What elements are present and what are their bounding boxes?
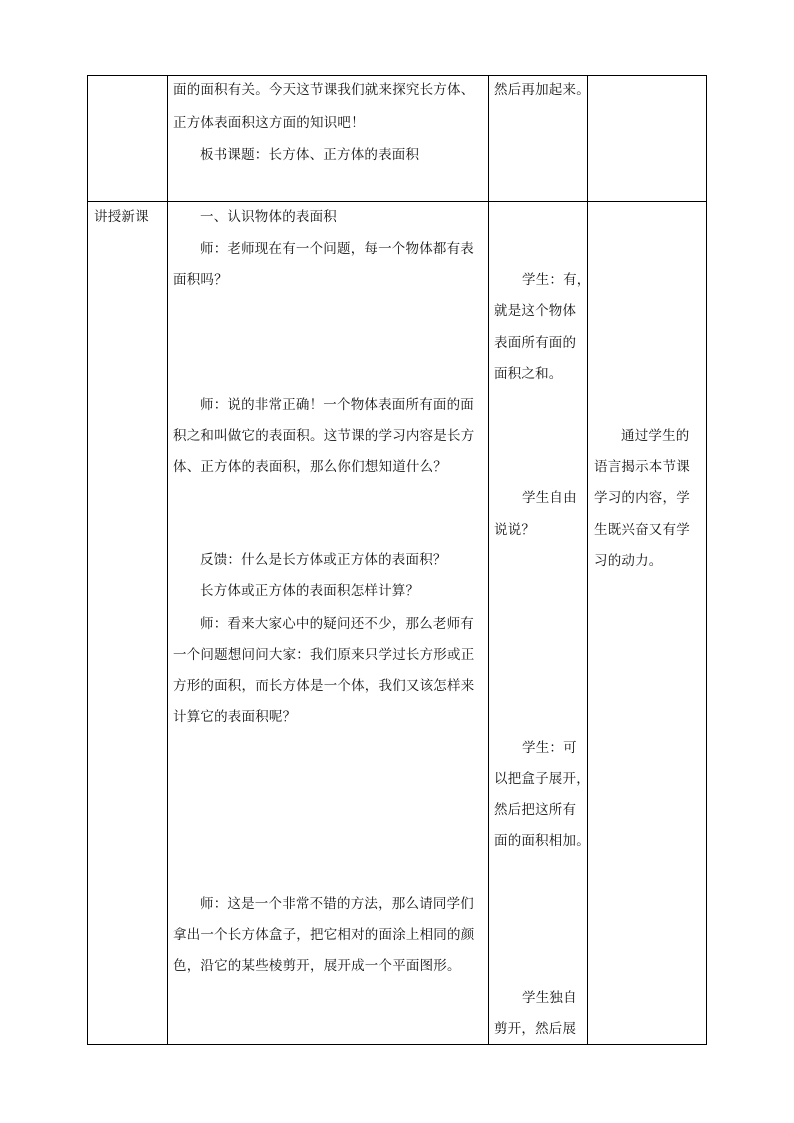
intent-line: 生既兴奋又有学 [594,522,690,538]
column-divider-stage [167,75,168,1045]
table-top-border [87,75,707,76]
table-right-border [706,75,707,1045]
student-line: 以把盒子展开， [494,771,590,787]
content-line: 正方体表面积这方面的知识吧！ [173,115,365,131]
table-bottom-border [87,1044,707,1045]
content-line: 拿出一个长方体盒子，把它相对的面涂上相同的颜 [173,927,475,943]
student-line: 然后再加起来。 [494,82,590,98]
stage-label: 讲授新课 [94,209,149,225]
content-line: 方形的面积，而长方体是一个体，我们又该怎样来 [173,678,475,694]
student-line: 学生：可 [522,740,577,756]
row-divider [87,201,707,202]
content-line: 面积吗？ [173,272,228,288]
student-line: 然后把这所有 [494,802,577,818]
column-divider-student [587,75,588,1045]
content-line: 体、正方体的表面积，那么你们想知道什么？ [173,459,447,475]
content-line: 计算它的表面积呢？ [173,709,297,725]
student-line: 面的面积相加。 [494,833,590,849]
student-line: 学生独自 [522,990,577,1006]
content-line: 长方体或正方体的表面积怎样计算？ [200,583,420,599]
content-line: 师：看来大家心中的疑问还不少，那么老师有 [200,616,474,632]
student-line: 学生自由 [522,490,577,506]
content-line: 反馈：什么是长方体或正方体的表面积？ [200,552,447,568]
student-line: 学生：有， [522,272,591,288]
student-line: 说说？ [494,522,536,538]
content-line: 师：这是一个非常不错的方法，那么请同学们 [200,896,474,912]
content-line: 板书课题：长方体、正方体的表面积 [200,147,420,163]
student-line: 面积之和。 [494,366,563,382]
column-divider-content [488,75,489,1045]
content-line: 师：老师现在有一个问题，每一个物体都有表 [200,241,474,257]
intent-line: 语言揭示本节课 [594,459,690,475]
content-line: 一、认识物体的表面积 [200,209,337,225]
student-line: 就是这个物体 [494,303,577,319]
content-line: 色，沿它的某些棱剪开，展开成一个平面图形。 [173,958,461,974]
intent-line: 通过学生的 [621,428,690,444]
content-line: 积之和叫做它的表面积。这节课的学习内容是长方 [173,428,475,444]
student-line: 剪开，然后展 [494,1021,577,1037]
content-line: 面的面积有关。今天这节课我们就来探究长方体、 [173,82,475,98]
content-line: 师：说的非常正确！一个物体表面所有面的面 [200,397,474,413]
student-line: 表面所有面的 [494,335,577,351]
table-left-border [87,75,88,1045]
intent-line: 学习的内容，学 [594,490,690,506]
intent-line: 习的动力。 [594,553,663,569]
content-line: 一个问题想问问大家：我们原来只学过长方形或正 [173,647,475,663]
